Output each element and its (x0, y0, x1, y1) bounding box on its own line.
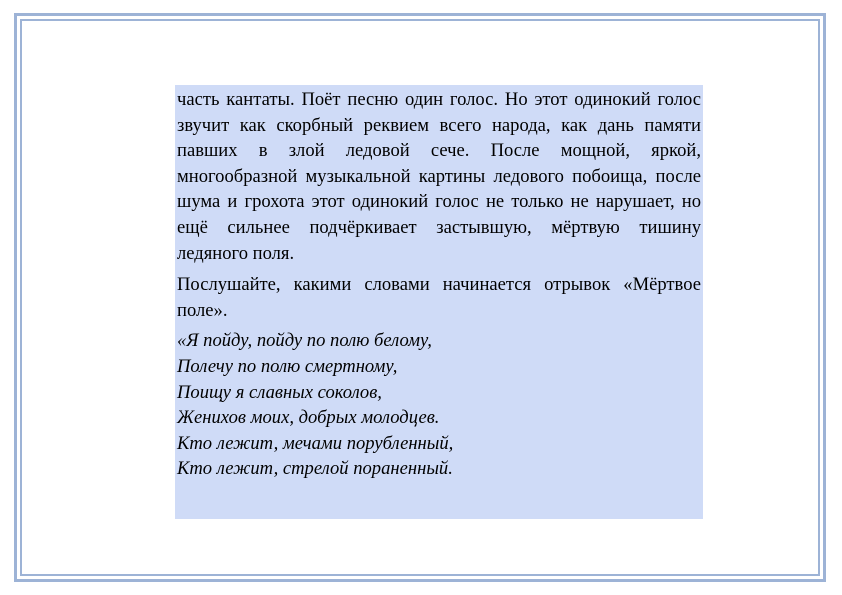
paragraph-cantata: часть кантаты. Поёт песню один голос. Но этот одинокий голос звучит как скорбный реквием всего народа, как дань памяти павших в злой ледовой сече. После мощной, яркой, многообразной музыкальной картины ледового побоища, после шума и грохота этот одинокий голос не только не нарушает, но ещё сильнее подчёркивает застывшую, мёртвую тишину ледяного поля. (177, 89, 701, 264)
poem-line: Женихов моих, добрых молодцев. (177, 407, 440, 429)
poem-line: Кто лежит, стрелой пораненный. (177, 458, 453, 480)
paragraph-listen: Послушайте, какими словами начинается отрывок «Мёртвое поле». (177, 274, 701, 321)
poem-line: Полечу по полю смертному, (177, 355, 398, 377)
text-box (175, 85, 703, 519)
poem-line: Поищу я славных соколов, (177, 381, 382, 403)
poem-line: «Я пойду, пойду по полю белому, (177, 330, 432, 352)
poem-line: Кто лежит, мечами порубленный, (177, 432, 454, 454)
poem (177, 328, 701, 482)
